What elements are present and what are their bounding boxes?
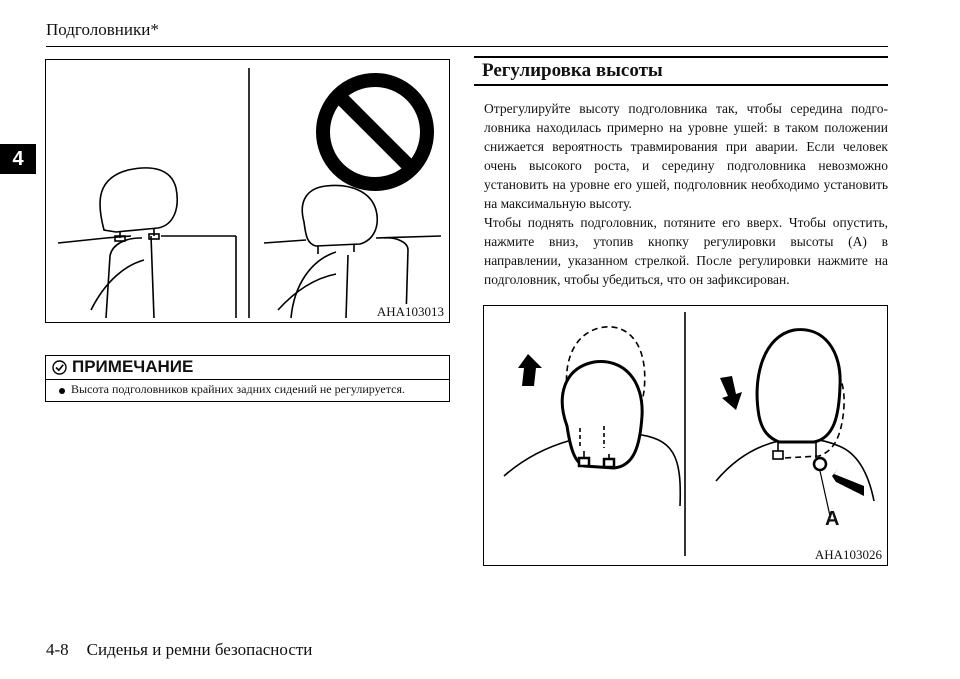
section-title: Регулировка высоты <box>482 60 663 81</box>
bullet-icon <box>59 388 65 394</box>
page-footer <box>46 640 312 660</box>
header-rule <box>46 46 888 47</box>
checkmark-icon <box>52 360 67 375</box>
chapter-tab: 4 <box>0 144 36 174</box>
figure-code-label: AHA103026 <box>812 547 885 563</box>
figure-code-label: AHA103013 <box>374 304 447 320</box>
figure-headrest-wrong-position <box>45 59 450 323</box>
note-header <box>46 356 449 380</box>
running-header-title: Подголовники* <box>46 20 159 39</box>
note-bullet-text: Высота подголовников крайних задних сидений не регулируется. <box>71 382 405 396</box>
section-heading-box <box>474 56 888 86</box>
headrest-illustration <box>46 60 449 322</box>
note-box <box>45 355 450 402</box>
body-paragraph: Отрегулируйте высоту подголовника так, чтобы середина подголовника находилась примерно на уровне ушей: в таком положении снижается вероятность травмирования при аварии. Если человек очень высокого роста, и середину подголовника невозможно установить на уровне его ушей, подголовник необходимо установить на максимальную высоту. <box>484 101 888 211</box>
body-paragraph: Чтобы поднять подголовник, потяните его вверх. Чтобы опустить, нажмите вниз, утопив кнопку регулировки высоты (A) в направлении, указанном стрелкой. После регулировки нажмите на подголовник, чтобы убедиться, что он зафиксирован. <box>484 215 888 287</box>
note-title: ПРИМЕЧАНИЕ <box>72 357 194 376</box>
section-body <box>484 99 888 289</box>
chapter-title: Сиденья и ремни безопасности <box>86 640 313 659</box>
button-a-label: A <box>825 508 840 530</box>
page-number: 4-8 <box>46 640 69 659</box>
figure-height-adjustment <box>483 305 888 566</box>
